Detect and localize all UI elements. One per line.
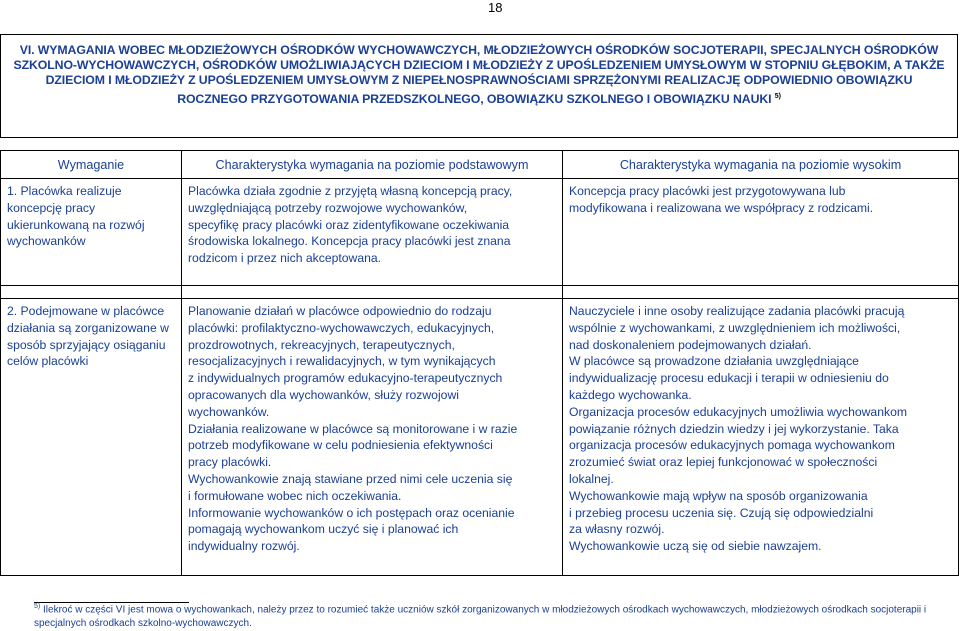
text-line: rodzicom i przez nich akceptowana. <box>188 251 382 266</box>
text-line: zrozumieć świat oraz lepiej funkcjonować w społeczności <box>569 455 878 470</box>
text-line: prozdrowotnych, rekreacyjnych, terapeutycznych, <box>188 337 455 352</box>
requirements-table <box>0 150 959 576</box>
footnote-mark: 5) <box>34 603 41 610</box>
text-line: placówki: profilaktyczno-wychowawczych, edukacyjnych, <box>188 320 495 335</box>
text-line: pomagają wychowankom uczyć się i planować ich <box>188 522 459 537</box>
text-line: W placówce są prowadzone działania uwzględniające <box>569 354 859 369</box>
text-line: Wychowankowie mają wpływ na sposób organizowania <box>569 488 868 503</box>
page-number: 18 <box>488 0 503 15</box>
text-line: środowiska lokalnego. Koncepcja pracy placówki jest znana <box>188 234 511 249</box>
requirement-text: 2. Podejmowane w placówce działania są zorganizowane w sposób sprzyjający osiąganiu celów placówki <box>7 304 169 369</box>
text-line: resocjalizacyjnych i rewalidacyjnych, w tym wynikających <box>188 354 496 369</box>
footnote-text: Ilekroć w części VI jest mowa o wychowankach, należy przez to rozumieć także uczniów szkół zorganizowanych w młodzieżowych ośrodkach wychowawczych, młodzieżowych ośrodkach socjoterapii i specjalnych ośrodkach szkolno-wychowawczych. <box>34 604 927 629</box>
header-high-level: Charakterystyka wymagania na poziomie wysokim <box>563 151 959 179</box>
text-line: modyfikowana i realizowana we współpracy z rodzicami. <box>569 200 874 215</box>
text-line: Wychowankowie uczą się od siebie nawzajem. <box>569 539 822 554</box>
title-footnote-mark: 5) <box>774 92 781 100</box>
footnote <box>34 600 934 630</box>
text-line: Placówka działa zgodnie z przyjętą własną koncepcją pracy, <box>188 184 513 198</box>
header-requirement: Wymaganie <box>1 151 182 179</box>
text-line: specyfikę pracy placówki oraz zidentyfikowane oczekiwania <box>188 217 510 232</box>
text-line: każdego wychowanka. <box>569 387 692 402</box>
text-line: wspólnie z wychowankami, z uwzględnieniem ich możliwości, <box>569 320 901 335</box>
requirement-cell <box>1 299 182 576</box>
text-line: pracy placówki. <box>188 455 272 470</box>
high-level-cell <box>563 299 959 576</box>
table-header-row <box>1 151 959 179</box>
section-title <box>11 43 947 107</box>
high-level-text <box>563 179 958 217</box>
high-level-text <box>563 299 958 555</box>
text-line: Informowanie wychowanków o ich postępach oraz ocenianie <box>188 505 515 520</box>
requirement-cell <box>1 179 182 286</box>
text-line: opracowanych dla wychowanków, służy rozwojowi <box>188 387 459 402</box>
header-basic-level: Charakterystyka wymagania na poziomie podstawowym <box>182 151 563 179</box>
text-line: organizacja procesów edukacyjnych pomaga wychowankom <box>569 438 895 453</box>
text-line: wychowanków. <box>188 404 270 419</box>
requirement-text: 1. Placówka realizuje koncepcję pracy ukierunkowaną na rozwój wychowanków <box>7 184 145 249</box>
section-title-box <box>0 34 958 138</box>
row-spacer <box>1 286 959 299</box>
text-line: uwzględniającą potrzeby rozwojowe wychowanków, <box>188 200 468 215</box>
text-line: i przebieg procesu uczenia się. Czują się odpowiedzialni <box>569 505 874 520</box>
text-line: nad doskonaleniem podejmowanych działań. <box>569 337 812 352</box>
text-line: indywidualizację procesu edukacji i terapii w odniesieniu do <box>569 371 889 386</box>
text-line: Organizacja procesów edukacyjnych umożliwia wychowankom <box>569 404 908 419</box>
text-line: Nauczyciele i inne osoby realizujące zadania placówki pracują <box>569 304 905 318</box>
text-line: lokalnej. <box>569 471 614 486</box>
text-line: potrzeb modyfikowane w celu podniesienia efektywności <box>188 438 493 453</box>
basic-level-cell <box>182 179 563 286</box>
basic-level-text <box>182 179 562 267</box>
text-line: i formułowane wobec nich oczekiwania. <box>188 488 402 503</box>
basic-level-cell <box>182 299 563 576</box>
table-row <box>1 299 959 576</box>
text-line: z indywidualnych programów edukacyjno-terapeutycznych <box>188 371 503 386</box>
section-title-text: VI. WYMAGANIA WOBEC MŁODZIEŻOWYCH OŚRODKÓW WYCHOWAWCZYCH, MŁODZIEŻOWYCH OŚRODKÓW SOCJOTERAPII, SPECJALNYCH OŚRODKÓW SZKOLNO-WYCHOWAWCZYCH, OŚRODKÓW UMOŻLIWIAJĄCYCH DZIECIOM I MŁODZIEŻY Z UPOŚLEDZENIEM UMYSŁOWYM W STOPNIU GŁĘBOKIM, A TAKŻE DZIECIOM I MŁODZIEŻY Z UPOŚLEDZENIEM UMYSŁOWYM Z NIEPEŁNOSPRAWNOŚCIAMI SPRZĘŻONYMI REALIZACJĘ ODPOWIEDNIO OBOWIĄZKU ROCZNEGO PRZYGOTOWANIA PRZEDSZKOLNEGO, OBOWIĄZKU SZKOLNEGO I OBOWIĄZKU NAUKI <box>13 43 945 106</box>
text-line: Działania realizowane w placówce są monitorowane i w razie <box>188 421 518 436</box>
text-line: Planowanie działań w placówce odpowiednio do rodzaju <box>188 304 492 318</box>
text-line: Koncepcja pracy placówki jest przygotowywana lub <box>569 184 846 198</box>
basic-level-text <box>182 299 562 555</box>
text-line: Wychowankowie znają stawiane przed nimi cele uczenia się <box>188 471 513 486</box>
high-level-cell <box>563 179 959 286</box>
table-row <box>1 179 959 286</box>
text-line: za własny rozwój. <box>569 522 665 537</box>
text-line: powiązanie różnych dziedzin wiedzy i jej wykorzystanie. Taka <box>569 421 899 436</box>
text-line: indywidualny rozwój. <box>188 539 300 554</box>
